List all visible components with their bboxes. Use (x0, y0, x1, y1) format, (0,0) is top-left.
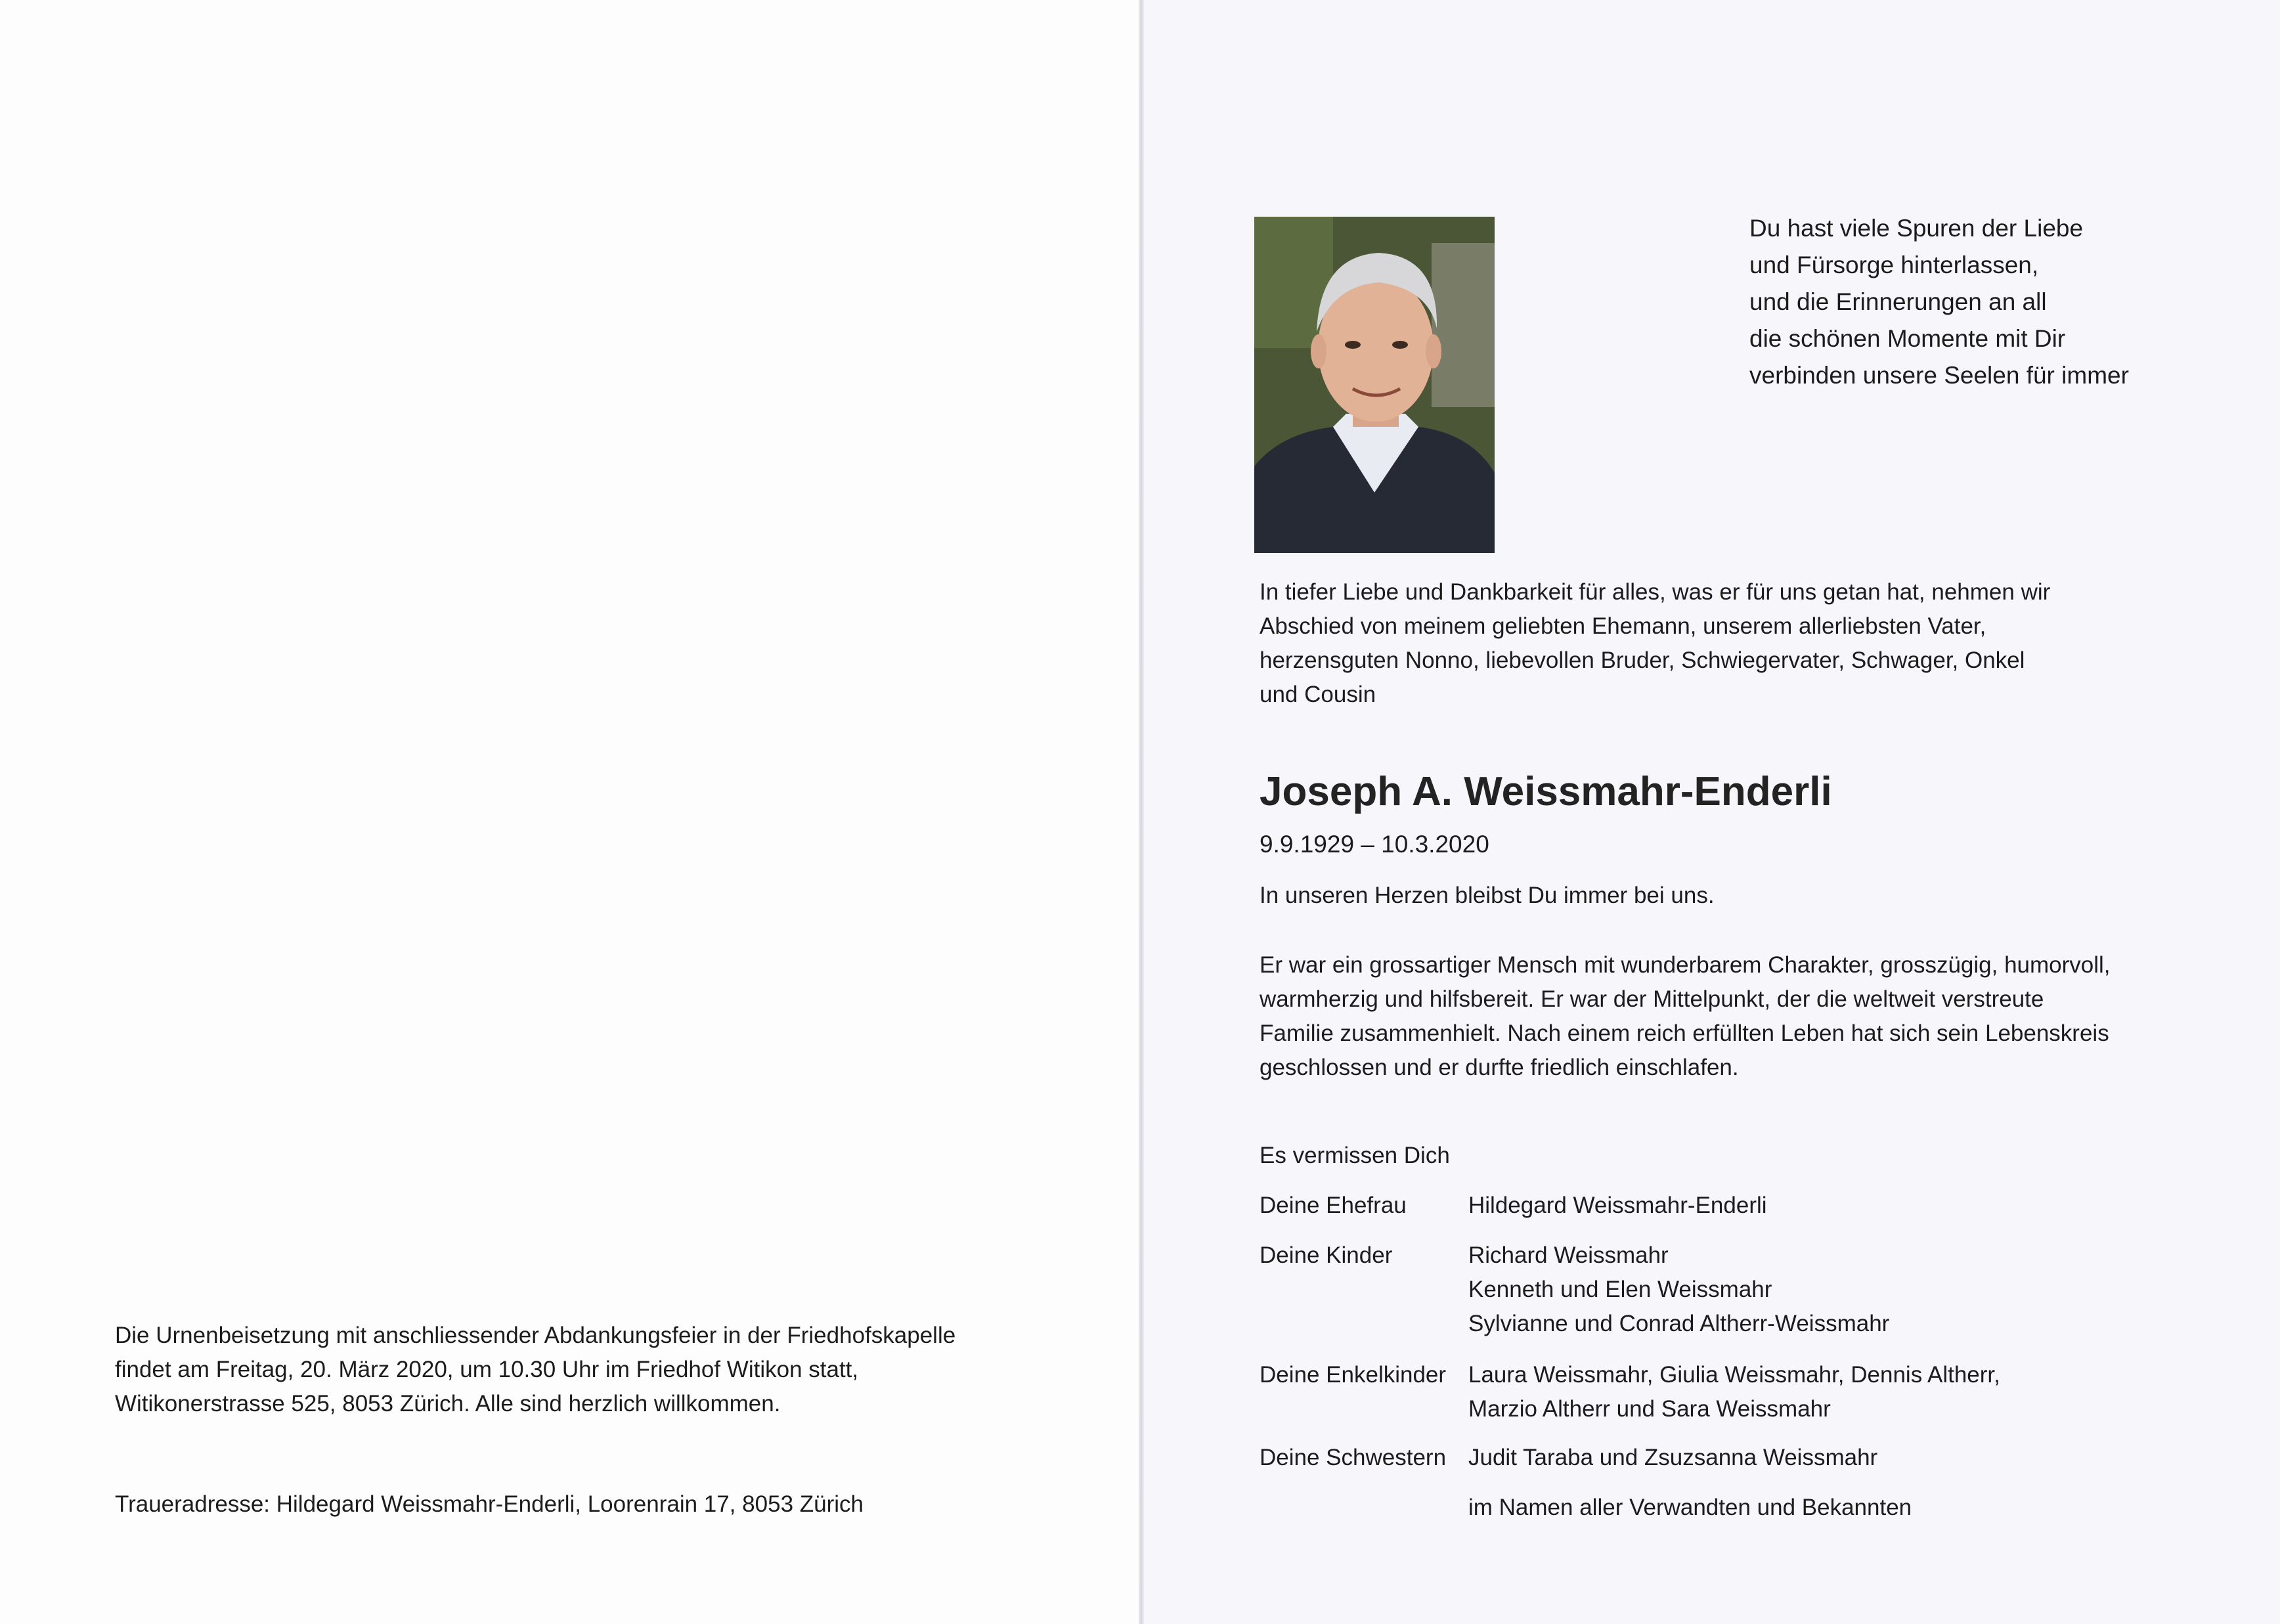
family-label-grandchildren: Deine Enkelkinder (1260, 1362, 1447, 1388)
memorial-poem (1749, 210, 2129, 394)
farewell-intro (1260, 575, 2050, 712)
description-line: geschlossen und er durfte friedlich einschlafen. (1260, 1055, 1739, 1080)
life-dates: 9.9.1929 – 10.3.2020 (1260, 831, 1489, 858)
family-names-sisters (1468, 1441, 1877, 1475)
deceased-name: Joseph A. Weissmahr-Enderli (1260, 769, 1832, 814)
family-names-spouse (1468, 1189, 1767, 1223)
description-line: Familie zusammenhielt. Nach einem reich erfüllten Leben hat sich sein Lebenskreis (1260, 1020, 2109, 1046)
family-label-sisters: Deine Schwestern (1260, 1445, 1447, 1470)
family-name: Kenneth und Elen Weissmahr (1468, 1277, 1772, 1302)
card-fold (1139, 0, 1144, 1624)
poem-line: und die Erinnerungen an all (1749, 288, 2047, 315)
poem-line: Du hast viele Spuren der Liebe (1749, 215, 2084, 242)
family-name: Laura Weissmahr, Giulia Weissmahr, Dennis Altherr, (1468, 1362, 2000, 1388)
family-names-children (1468, 1239, 1889, 1341)
family-name: Sylvianne und Conrad Altherr-Weissmahr (1468, 1311, 1890, 1336)
portrait-photo (1254, 217, 1495, 553)
family-name: Richard Weissmahr (1468, 1242, 1669, 1268)
ceremony-line: findet am Freitag, 20. März 2020, um 10.30 Uhr im Friedhof Witikon statt, (115, 1357, 859, 1382)
family-label-children: Deine Kinder (1260, 1242, 1393, 1268)
intro-line: In tiefer Liebe und Dankbarkeit für alles, was er für uns getan hat, nehmen wir (1260, 579, 2051, 605)
family-name: Marzio Altherr und Sara Weissmahr (1468, 1396, 1831, 1422)
description-line: warmherzig und hilfsbereit. Er war der Mittelpunkt, der die weltweit verstreute (1260, 986, 2044, 1012)
portrait-illustration (1254, 217, 1495, 553)
mourning-address: Traueradresse: Hildegard Weissmahr-Enderli, Loorenrain 17, 8053 Zürich (115, 1491, 864, 1517)
character-description (1260, 948, 2111, 1085)
family-name: Judit Taraba und Zsuzsanna Weissmahr (1468, 1445, 1878, 1470)
family-label-spouse: Deine Ehefrau (1260, 1193, 1407, 1218)
ceremony-line: Witikonerstrasse 525, 8053 Zürich. Alle sind herzlich willkommen. (115, 1391, 781, 1416)
poem-line: die schönen Momente mit Dir (1749, 325, 2066, 352)
ceremony-line: Die Urnenbeisetzung mit anschliessender Abdankungsfeier in der Friedhofskapelle (115, 1323, 956, 1348)
memorial-motto: In unseren Herzen bleibst Du immer bei uns. (1260, 883, 1715, 908)
closing-line: im Namen aller Verwandten und Bekannten (1468, 1495, 1912, 1520)
family-name: Hildegard Weissmahr-Enderli (1468, 1193, 1767, 1218)
family-names-grandchildren (1468, 1358, 2000, 1426)
poem-line: verbinden unsere Seelen für immer (1749, 362, 2129, 389)
intro-line: Abschied von meinem geliebten Ehemann, unserem allerliebsten Vater, (1260, 613, 1986, 639)
poem-line: und Fürsorge hinterlassen, (1749, 252, 2039, 278)
intro-line: herzensguten Nonno, liebevollen Bruder, Schwiegervater, Schwager, Onkel (1260, 647, 2025, 673)
intro-line: und Cousin (1260, 682, 1376, 707)
mourners-heading: Es vermissen Dich (1260, 1143, 1450, 1168)
ceremony-info (115, 1319, 955, 1421)
description-line: Er war ein grossartiger Mensch mit wunderbarem Charakter, grosszügig, humorvoll, (1260, 952, 2111, 978)
